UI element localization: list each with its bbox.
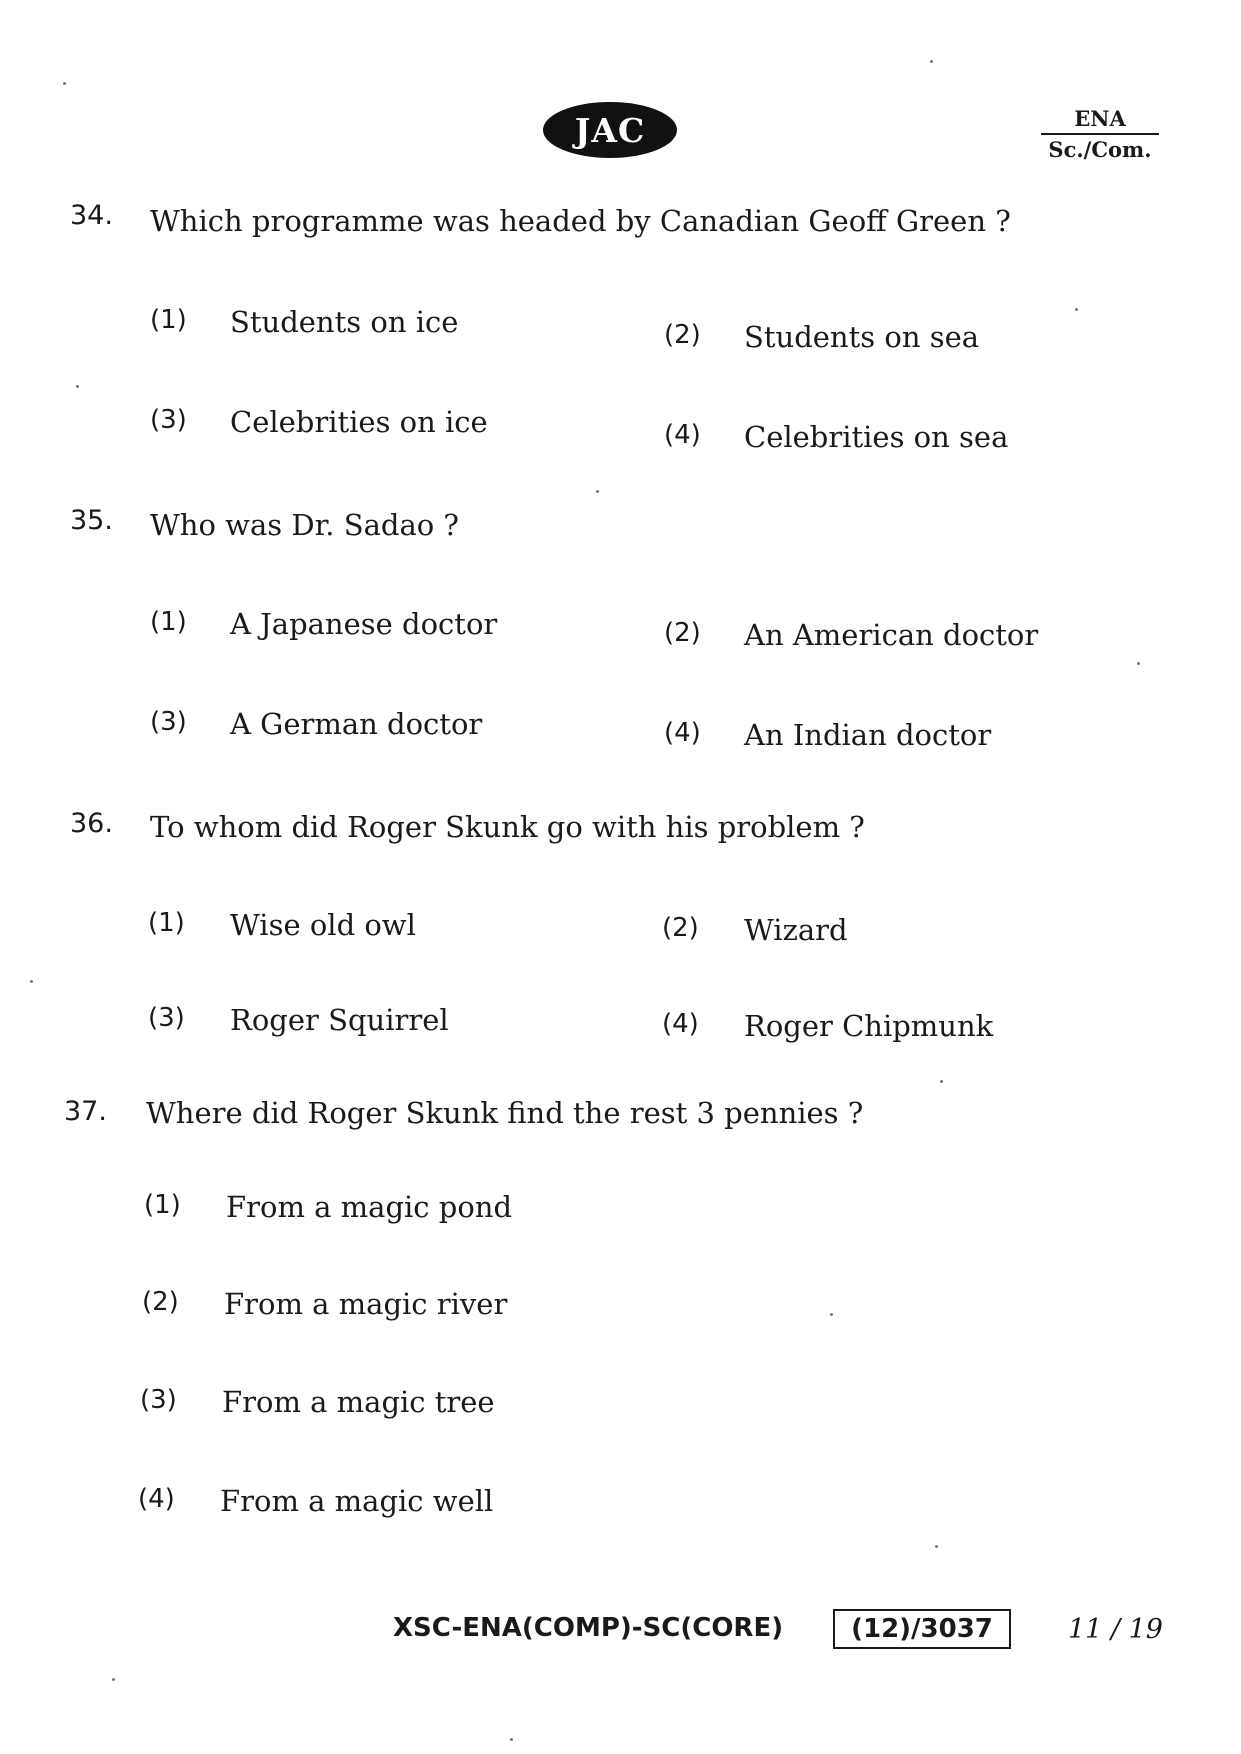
set-code: (12)/3037	[851, 1614, 993, 1644]
option-number: (4)	[138, 1484, 175, 1514]
option-text: A German doctor	[230, 707, 483, 741]
scan-speck	[1137, 662, 1140, 665]
page-number: 11 / 19	[1068, 1614, 1163, 1645]
option-text: Students on sea	[744, 320, 980, 354]
option-number: (1)	[150, 305, 187, 335]
option-number: (2)	[142, 1287, 179, 1317]
question-number: 34.	[70, 200, 113, 231]
set-code-box	[833, 1609, 1011, 1649]
option-number: (1)	[148, 908, 185, 938]
option-number: (3)	[150, 405, 187, 435]
option-number: (3)	[148, 1003, 185, 1033]
option-number: (1)	[144, 1190, 181, 1220]
option-text: From a magic tree	[222, 1385, 495, 1419]
option-number: (3)	[140, 1385, 177, 1415]
option-number: (4)	[662, 1009, 699, 1039]
option-text: An American doctor	[744, 618, 1039, 652]
option-text: Celebrities on sea	[744, 420, 1009, 454]
option-text: From a magic pond	[226, 1190, 513, 1224]
option-number: (2)	[664, 618, 701, 648]
option-text: Wise old owl	[230, 908, 416, 942]
option-number: (4)	[664, 718, 701, 748]
subject-code: ENA	[1041, 106, 1159, 135]
paper-code: XSC-ENA(COMP)-SC(CORE)	[393, 1613, 784, 1643]
jac-logo	[543, 102, 677, 158]
option-text: Students on ice	[230, 305, 459, 339]
question-number: 37.	[64, 1096, 107, 1127]
scan-speck	[930, 60, 933, 63]
option-text: An Indian doctor	[744, 718, 992, 752]
option-number: (2)	[662, 913, 699, 943]
question-text: Who was Dr. Sadao ?	[150, 508, 459, 542]
question-text: Which programme was headed by Canadian Geoff Green ?	[150, 204, 1011, 238]
question-text: Where did Roger Skunk find the rest 3 pennies ?	[146, 1096, 864, 1130]
option-text: Roger Squirrel	[230, 1003, 449, 1037]
option-text: Celebrities on ice	[230, 405, 488, 439]
scan-speck	[510, 1738, 513, 1741]
option-number: (1)	[150, 607, 187, 637]
question-number: 36.	[70, 808, 113, 839]
option-text: From a magic well	[220, 1484, 494, 1518]
option-number: (3)	[150, 707, 187, 737]
scan-speck	[935, 1545, 938, 1548]
question-number: 35.	[70, 505, 113, 536]
option-text: Roger Chipmunk	[744, 1009, 994, 1043]
scan-speck	[112, 1678, 115, 1681]
option-text: A Japanese doctor	[230, 607, 498, 641]
scan-speck	[63, 82, 66, 85]
option-text: From a magic river	[224, 1287, 508, 1321]
scan-speck	[940, 1080, 943, 1083]
question-text: To whom did Roger Skunk go with his problem ?	[150, 810, 865, 844]
scan-speck	[830, 1313, 833, 1316]
scan-speck	[596, 490, 599, 493]
scan-speck	[1075, 308, 1078, 311]
jac-logo-text: JAC	[574, 110, 646, 150]
stream-label: Sc./Com.	[1048, 137, 1152, 162]
subject-code-block	[1035, 106, 1165, 162]
scan-speck	[76, 385, 79, 388]
option-text: Wizard	[744, 913, 848, 947]
option-number: (4)	[664, 420, 701, 450]
scan-speck	[30, 980, 33, 983]
option-number: (2)	[664, 320, 701, 350]
